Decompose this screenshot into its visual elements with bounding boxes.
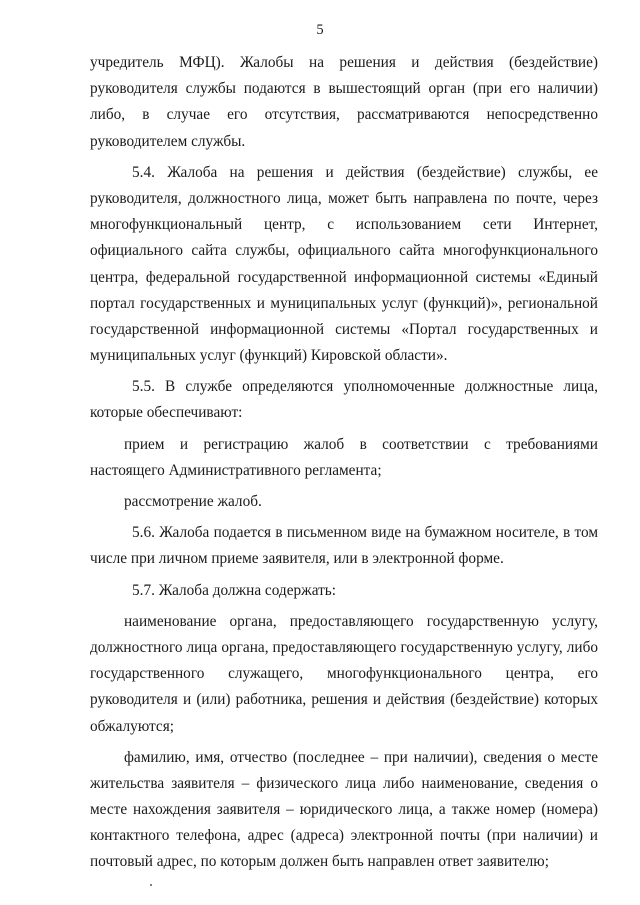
text-line: рассмотрение жалоб. [124,493,262,510]
text-line: руководителем службы. [90,132,246,150]
text-line: которые обеспечивают: [90,404,243,422]
paragraph-p1 [90,50,598,160]
document-body [90,50,598,876]
text-line: 5.5. В службе определяются уполномоченные должностные лица, [132,378,598,396]
text-line: 5.4. Жалоба на решения и действия (бездействие) службы, ее [132,163,598,181]
text-line: государственного служащего, многофункционального центра, его [90,665,598,683]
text-line: официального сайта службы, официального сайта многофункционального [90,242,598,260]
text-line: должностного лица органа, предоставляющего государственную услугу, либо [90,638,598,656]
text-line: руководителя и (или) работника, решения и действия (бездействие) которых [90,691,598,709]
paragraph-p3 [90,374,598,431]
text-line: настоящего Административного регламента; [90,461,382,479]
text-line: фамилию, имя, отчество (последнее – при наличии), сведения о месте [124,748,598,766]
paragraph-p5 [90,489,598,520]
paragraph-p6 [90,520,598,577]
text-line: наименование органа, предоставляющего государственную услугу, [124,612,598,630]
paragraph-p4 [90,432,598,489]
text-line: контактного телефона, адрес (адреса) электронной почты (при наличии) и [90,827,598,845]
paragraph-p2 [90,160,598,375]
text-line: портал государственных и муниципальных услуг (функций)», региональной [90,294,598,312]
text-line: либо, в случае его отсутствия, рассматриваются непосредственно [90,106,598,124]
text-line: прием и регистрацию жалоб в соответствии с требованиями [124,435,598,453]
text-line: числе при личном приеме заявителя, или в электронной форме. [90,550,504,568]
text-line: руководителя службы подаются в вышестоящий орган (при его наличии) [90,80,598,98]
text-line: жительства заявителя – физического лица либо наименование, сведения о [90,774,598,792]
text-line: обжалуются; [90,717,174,735]
text-line: руководителя, должностного лица, может быть направлена по почте, через [90,189,598,207]
text-line: 5.6. Жалоба подается в письменном виде на бумажном носителе, в том [132,524,598,542]
text-line: муниципальных услуг (функций) Кировской области». [90,347,448,365]
paragraph-p7 [90,578,598,609]
paragraph-p8 [90,609,598,745]
text-line: месте нахождения заявителя – юридического лица, а также номер (номера) [90,801,598,819]
text-line: многофункциональный центр, с использованием сети Интернет, [90,216,598,234]
text-line: 5.7. Жалоба должна содержать: [132,581,337,599]
text-line: государственной информационной системы «Портал государственных и [90,320,598,338]
paragraph-p9 [90,745,598,876]
text-line: центра, федеральной государственной информационной системы «Единый [90,268,598,286]
scan-speck [150,884,152,886]
text-line: учредитель МФЦ). Жалобы на решения и действия (бездействие) [90,54,598,71]
text-line: почтовый адрес, по которым должен быть направлен ответ заявителю; [90,853,549,871]
page-number: 5 [316,22,324,38]
